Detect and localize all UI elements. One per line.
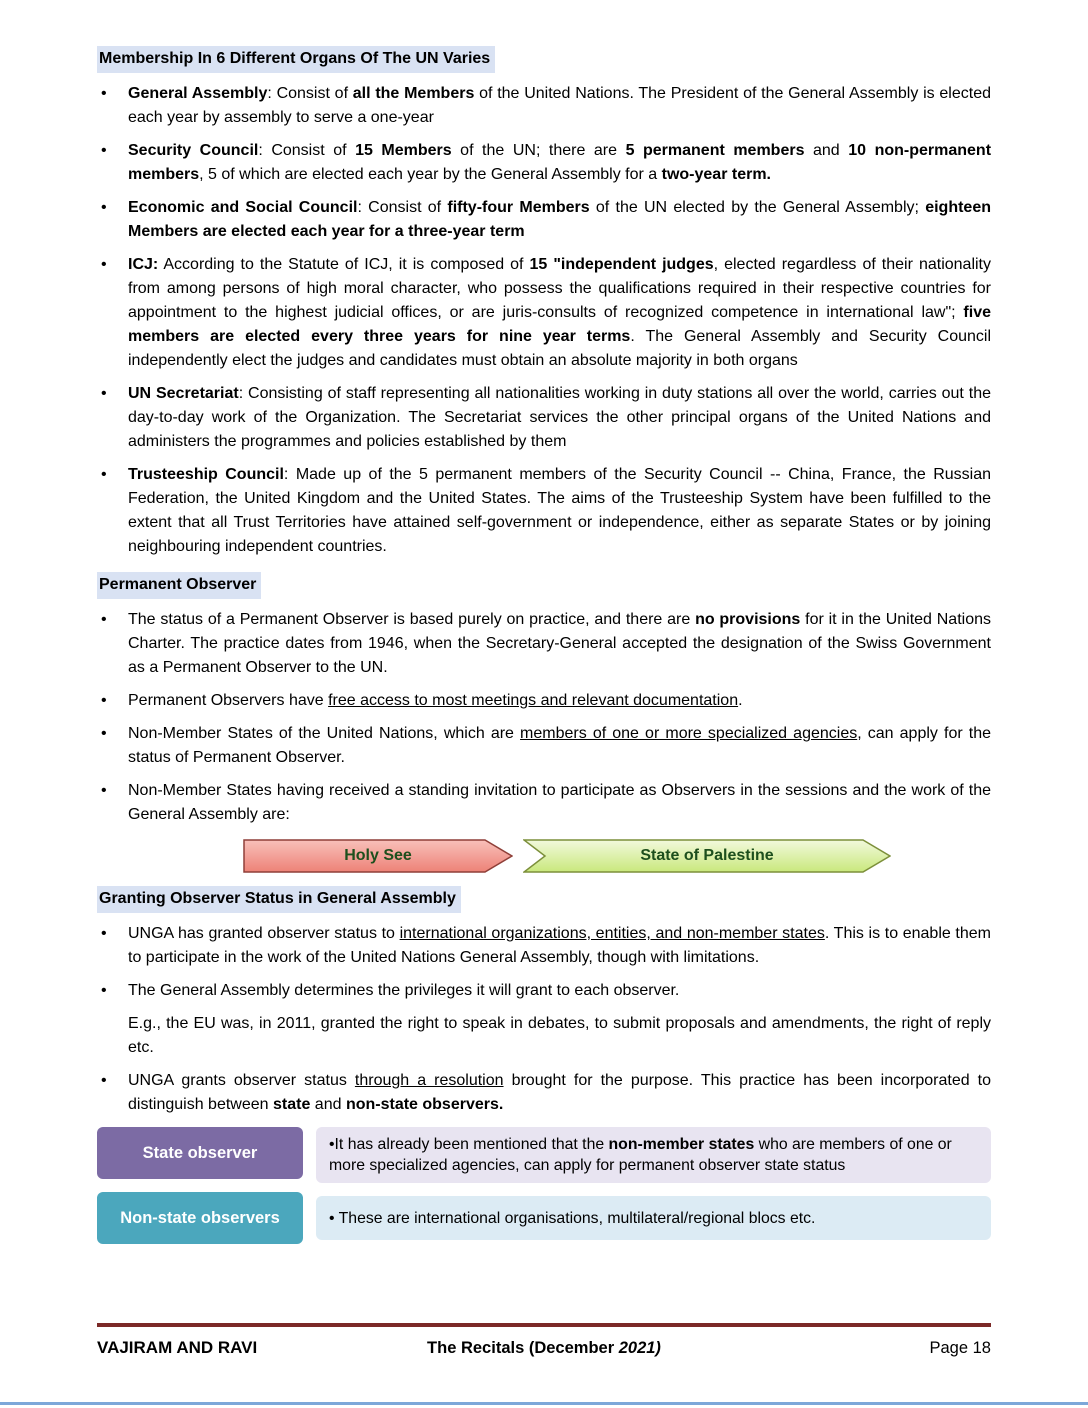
bullet-trusteeship-council: • Trusteeship Council: Made up of the 5 permanent members of the Security Council -- China, France, the Russian Federation, the United Kingdom and the United States. The aims of the Trusteeship System have been fulfilled to the extent that all Trust Territories have attained self-government or independence, either as separate States or by joining neighbouring independent countries.: [97, 463, 991, 559]
page-footer: [97, 1323, 991, 1361]
holy-see-label: Holy See: [344, 847, 412, 864]
bullet-unga-granted: • UNGA has granted observer status to international organizations, entities, and non-member states. This is to enable them to participate in the work of the United Nations General Assembly, though with limitations.: [97, 922, 991, 970]
bullet-standing-invitation: • Non-Member States having received a standing invitation to participate as Observers in the sessions and the work of the General Assembly are:: [97, 779, 991, 827]
state-observer-description: •It has already been mentioned that the non-member states who are members of one or more specialized agencies, can apply for permanent observer state status: [316, 1127, 991, 1183]
footer-publisher: VAJIRAM AND RAVI: [97, 1338, 258, 1358]
bullet-ga-privileges: • The General Assembly determines the privileges it will grant to each observer.: [97, 979, 991, 1003]
bullet-observer-access: • Permanent Observers have free access to most meetings and relevant documentation.: [97, 689, 991, 713]
example-eu-paragraph: E.g., the EU was, in 2011, granted the right to speak in debates, to submit proposals and amendments, the right of reply etc.: [128, 1015, 991, 1056]
non-state-observers-box: Non-state observers: [97, 1192, 303, 1244]
observer-types-table: [97, 1127, 991, 1244]
bottom-border-line: [0, 1402, 1088, 1405]
footer-page-number: Page 18: [929, 1339, 991, 1358]
state-observer-box: State observer: [97, 1127, 303, 1179]
bullet-non-member-apply: • Non-Member States of the United Nations, which are members of one or more specialized agencies, can apply for the status of Permanent Observer.: [97, 722, 991, 770]
state-of-palestine-label: State of Palestine: [640, 847, 774, 864]
table-row-state-observer: [97, 1127, 991, 1183]
bullet-general-assembly: • General Assembly: Consist of all the Members of the United Nations. The President of the General Assembly is elected each year by assembly to serve a one-year: [97, 82, 991, 130]
heading-granting-observer-status: Granting Observer Status in General Assembly: [97, 886, 461, 913]
footer-publication-title: The Recitals (December 2021): [427, 1339, 661, 1358]
bullet-through-resolution: • UNGA grants observer status through a resolution brought for the purpose. This practice has been incorporated to distinguish between state and non-state observers.: [97, 1069, 991, 1117]
bullet-security-council: • Security Council: Consist of 15 Members of the UN; there are 5 permanent members and 10 non-permanent members, 5 of which are elected each year by the General Assembly for a two-year term.: [97, 139, 991, 187]
heading-permanent-observer: Permanent Observer: [97, 572, 261, 599]
table-row-non-state-observers: [97, 1192, 991, 1244]
arrow-state-of-palestine: [523, 839, 891, 873]
bullet-icj: • ICJ: According to the Statute of ICJ, it is composed of 15 "independent judges, elected regardless of their nationality from among persons of high moral character, who possess the qualifications required in their respective countries for appointment to the highest judicial offices, or are juris-consults of recognized competence in international law"; five members are elected every three years for nine year terms. The General Assembly and Security Council independently elect the judges and candidates must obtain an absolute majority in both organs: [97, 253, 991, 373]
non-state-observers-description: • These are international organisations, multilateral/regional blocs etc.: [316, 1196, 991, 1240]
bullet-un-secretariat: • UN Secretariat: Consisting of staff representing all nationalities working in duty stations all over the world, carries out the day-to-day work of the Organization. The Secretariat services the other principal organs of the United Nations and administers the programmes and policies established by them: [97, 382, 991, 454]
heading-membership: Membership In 6 Different Organs Of The UN Varies: [97, 46, 495, 73]
observer-states-arrows: [243, 839, 991, 873]
bullet-observer-status: • The status of a Permanent Observer is based purely on practice, and there are no provisions for it in the United Nations Charter. The practice dates from 1946, when the Secretary-General accepted the designation of the Swiss Government as a Permanent Observer to the UN.: [97, 608, 991, 680]
bullet-economic-social-council: • Economic and Social Council: Consist of fifty-four Members of the UN elected by the General Assembly; eighteen Members are elected each year for a three-year term: [97, 196, 991, 244]
arrow-holy-see: [243, 839, 513, 873]
